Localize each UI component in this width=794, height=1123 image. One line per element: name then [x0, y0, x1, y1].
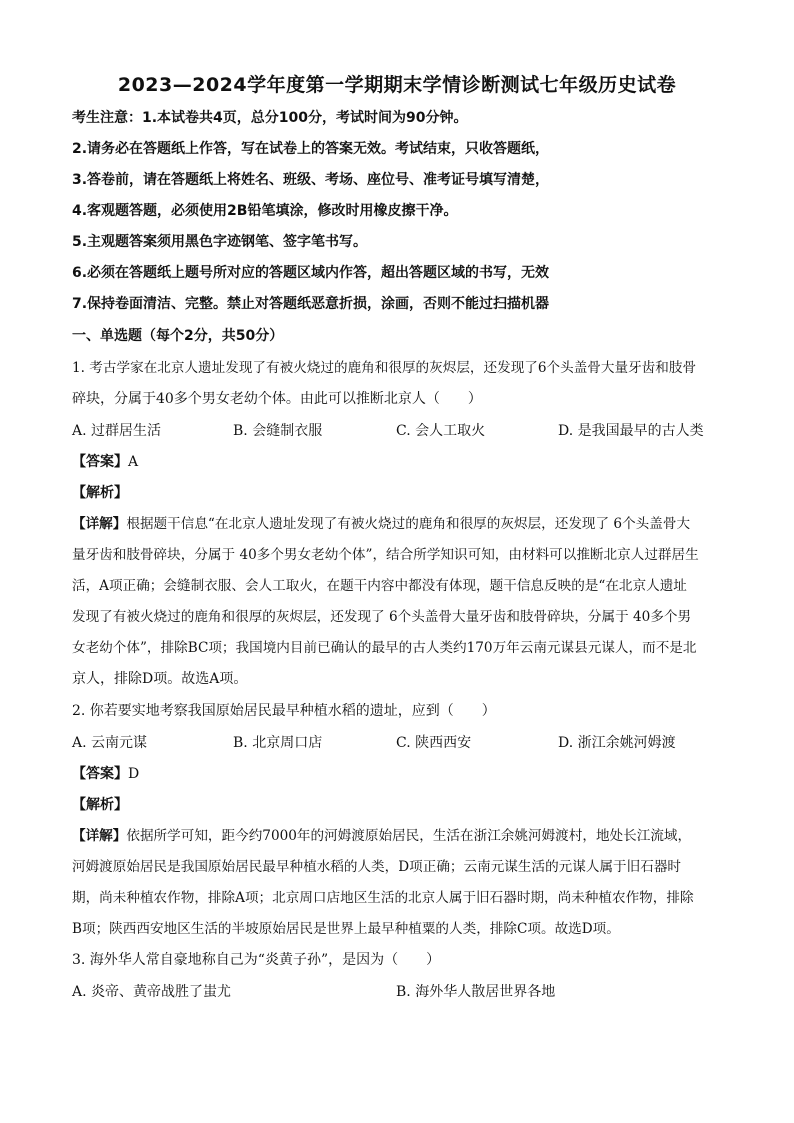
exam-title: 2023—2024学年度第一学期期末学情诊断测试七年级历史试卷 — [117, 74, 677, 96]
q2-analysis-tag: 【解析】 — [72, 797, 128, 813]
q2-option-a: A. 云南元谋 — [72, 735, 148, 751]
q3-option-b: B. 海外华人散居世界各地 — [396, 984, 556, 1000]
q2-detail-line-1 — [72, 826, 724, 846]
notice-line-1: 考生注意：1.本试卷共4页，总分100分，考试时间为90分钟。 — [72, 110, 468, 126]
q1-analysis-tag: 【解析】 — [72, 485, 128, 501]
q1-detail-text-1: 根据题干信息“在北京人遗址发现了有被火烧过的鹿角和很厚的灰烬层，还发现了 6个头盖骨大 — [126, 516, 691, 532]
section-title: 一、单选题（每个2分，共50分） — [72, 328, 284, 344]
q1-option-b: B. 会缝制衣服 — [233, 423, 323, 439]
notice-line-4: 4.客观题答题，必须使用2B铅笔填涂，修改时用橡皮擦干净。 — [72, 203, 458, 219]
q1-option-d: D. 是我国最早的古人类 — [558, 423, 704, 439]
q2-detail-line-2: 河姆渡原始居民是我国原始居民最早种植水稻的人类，D项正确；云南元谋生活的元谋人属于旧石器时 — [72, 859, 682, 875]
notice-line-7: 7.保持卷面清洁、完整。禁止对答题纸恶意折损，涂画，否则不能过扫描机器 — [72, 296, 550, 312]
q2-analysis-label — [72, 795, 724, 815]
q1-option-c: C. 会人工取火 — [396, 423, 486, 439]
notice-line-6: 6.必须在答题纸上题号所对应的答题区域内作答，超出答题区域的书写，无效 — [72, 265, 550, 281]
q1-stem-line-2: 碎块，分属于40多个男女老幼个体。由此可以推断北京人（ ） — [72, 391, 482, 407]
q2-detail-label: 【详解】 — [72, 828, 127, 844]
q2-answer-value: D — [128, 766, 140, 782]
q1-analysis-label — [72, 483, 724, 503]
notice-line-5: 5.主观题答案须用黑色字迹钢笔、签字笔书写。 — [72, 234, 368, 250]
q1-answer-label: 【答案】 — [72, 454, 128, 470]
q1-detail-label: 【详解】 — [72, 516, 127, 532]
q1-answer-value: A — [128, 454, 139, 470]
q1-detail-line-4: 发现了有被火烧过的鹿角和很厚的灰烬层，还发现了 6个头盖骨大量牙齿和肢骨碎块，分属于 40多个男 — [72, 609, 692, 625]
q2-detail-line-3: 期，尚未种植农作物，排除A项；北京周口店地区生活的北京人属于旧石器时期，尚未种植农作物，排除 — [72, 890, 694, 906]
q2-detail-text-1: 依据所学可知，距今约7000年的河姆渡原始居民，生活在浙江余姚河姆渡村，地处长江流域， — [126, 828, 692, 844]
q1-detail-line-3: 活，A项正确；会缝制衣服、会人工取火，在题干内容中都没有体现，题干信息反映的是“在北京人遗址 — [72, 578, 687, 594]
q2-stem: 2. 你若要实地考察我国原始居民最早种植水稻的遗址，应到（ ） — [72, 703, 496, 719]
q2-option-b: B. 北京周口店 — [233, 735, 323, 751]
q3-stem: 3. 海外华人常自豪地称自己为“炎黄子孙”，是因为（ ） — [72, 952, 441, 968]
q2-detail-line-4: B项；陕西西安地区生活的半坡原始居民是世界上最早种植粟的人类，排除C项。故选D项。 — [72, 921, 620, 937]
q2-answer — [72, 764, 724, 784]
q1-stem-line-1: 1. 考古学家在北京人遗址发现了有被火烧过的鹿角和很厚的灰烬层，还发现了6个头盖骨大量牙齿和肢骨 — [72, 360, 697, 376]
q2-option-c: C. 陕西西安 — [396, 735, 472, 751]
notice-line-3: 3.答卷前，请在答题纸上将姓名、班级、考场、座位号、准考证号填写清楚， — [72, 172, 550, 188]
q1-option-a: A. 过群居生活 — [72, 423, 162, 439]
notice-line-2: 2.请务必在答题纸上作答，写在试卷上的答案无效。考试结束，只收答题纸， — [72, 141, 550, 157]
q1-detail-line-5: 女老幼个体”，排除BC项；我国境内目前已确认的最早的古人类约170万年云南元谋县元谋人，而不是北 — [72, 640, 697, 656]
q1-detail-line-2: 量牙齿和肢骨碎块，分属于 40多个男女老幼个体”，结合所学知识可知，由材料可以推断北京人过群居生 — [72, 547, 699, 563]
q3-option-a: A. 炎帝、黄帝战胜了蚩尤 — [72, 984, 232, 1000]
q1-answer — [72, 452, 724, 472]
q1-detail-line-6: 京人，排除D项。故选A项。 — [72, 671, 248, 687]
q2-option-d: D. 浙江余姚河姆渡 — [558, 735, 676, 751]
q2-answer-label: 【答案】 — [72, 766, 128, 782]
q1-detail-line-1 — [72, 514, 724, 534]
